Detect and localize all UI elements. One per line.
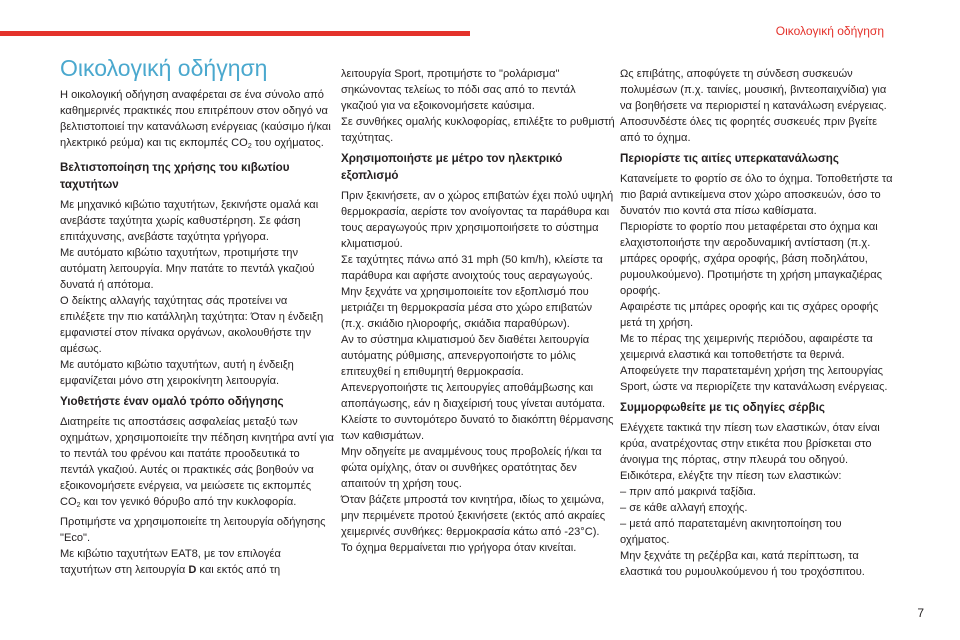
paragraph: Το όχημα θερμαίνεται πιο γρήγορα όταν κινείται. — [341, 542, 577, 554]
paragraph: Ως επιβάτης, αποφύγετε τη σύνδεση συσκευών πολυμέσων (π.χ. ταινίες, μουσική, βιντεοπαιχνίδια) για να βοηθήσετε να περιοριστεί η κατανάλωση ενέργειας. — [620, 68, 887, 112]
paragraph: Όταν βάζετε μπροστά τον κινητήρα, ιδίως το χειμώνα, μην περιμένετε προτού ξεκινήσετε (εκτός από ακραίες χειμερινές συνθήκες: θερμοκρασία κάτω από -23°C). — [341, 494, 606, 538]
paragraph: Διατηρείτε τις αποστάσεις ασφαλείας μεταξύ των οχημάτων, χρησιμοποιείτε την πέδηση κινητήρα αντί για το πεντάλ του φρένου και πατάτε προοδευτικά το πεντάλ γκαζιού. Αυτές οι πρακτικές σάς βοηθούν να εξοικονομήσετε ενέργεια, να μειώσετε τις εκπομπές $CO_2$ και τον γενικό θόρυβο από την κυκλοφορία. — [60, 416, 334, 509]
list-item: – μετά από παρατεταμένη ακινητοποίηση του οχήματος. — [620, 518, 842, 546]
section-heading-smooth-driving: Υιοθετήστε έναν ομαλό τρόπο οδήγησης — [60, 395, 284, 408]
paragraph: Σε ταχύτητες πάνω από 31 mph (50 km/h), κλείστε τα παράθυρα και αφήστε ανοιχτούς τους αεραγωγούς. — [341, 254, 603, 282]
paragraph: Αφαιρέστε τις μπάρες οροφής και τις σχάρες οροφής μετά τη χρήση. — [620, 301, 879, 329]
intro-paragraph: Η οικολογική οδήγηση αναφέρεται σε ένα σύνολο από καθημερινές πρακτικές που επιτρέπουν στον οδηγό να βελτιστοποιεί την κατανάλωση ενέργειας (καύσιμο ή/και ηλεκτρικό ρεύμα) και τις εκπομπές $CO_2$ του οχήματος. — [60, 89, 331, 150]
paragraph: Αποσυνδέστε όλες τις φορητές συσκευές πριν βγείτε από το όχημα. — [620, 116, 878, 144]
list-item: – πριν από μακρινά ταξίδια. — [620, 486, 757, 498]
paragraph: Μην ξεχνάτε να χρησιμοποιείτε τον εξοπλισμό που μετριάζει τη θερμοκρασία μέσα στο χώρο επιβατών (π.χ. σκιάδιο ηλιοροφής, σκιάδια παραθύρων). — [341, 286, 593, 330]
paragraph: Με κιβώτιο ταχυτήτων EAT8, με τον επιλογέα ταχυτήτων στη λειτουργία D και εκτός από τη — [60, 548, 281, 576]
paragraph: Αποφεύγετε την παρατεταμένη χρήση της λειτουργίας Sport, ώστε να περιορίζετε την κατανάλωση ενέργειας. — [620, 365, 888, 393]
paragraph: Με αυτόματο κιβώτιο ταχυτήτων, προτιμήστε την αυτόματη λειτουργία. Μην πατάτε το πεντάλ γκαζιού δυνατά ή απότομα. — [60, 247, 315, 291]
paragraph: Αν το σύστημα κλιματισμού δεν διαθέτει λειτουργία αυτόματης ρύθμισης, απενεργοποιήστε το μόλις επιτευχθεί η επιθυμητή θερμοκρασία. — [341, 334, 590, 378]
paragraph: Ειδικότερα, ελέγξτε την πίεση των ελαστικών: — [620, 470, 842, 482]
paragraph: Με αυτόματο κιβώτιο ταχυτήτων, αυτή η ένδειξη εμφανίζεται μόνο στη χειροκίνητη λειτουργία. — [60, 359, 294, 387]
column-3 — [620, 66, 894, 580]
paragraph: Με το πέρας της χειμερινής περιόδου, αφαιρέστε τα χειμερινά ελαστικά και τοποθετήστε τα θερινά. — [620, 333, 873, 361]
header-accent-bar — [0, 31, 470, 36]
list-item: – σε κάθε αλλαγή εποχής. — [620, 502, 748, 514]
column-1 — [60, 54, 334, 578]
paragraph: Μην οδηγείτε με αναμμένους τους προβολείς ή/και τα φώτα ομίχλης, όταν οι συνθήκες ορατότητας δεν απαιτούν τη χρήση τους. — [341, 446, 602, 490]
paragraph: Κατανείμετε το φορτίο σε όλο το όχημα. Τοποθετήστε τα πιο βαριά αντικείμενα στον χώρο αποσκευών, όσο το δυνατόν πιο κοντά στα πίσω καθίσματα. — [620, 173, 893, 217]
section-heading-servicing: Συμμορφωθείτε με τις οδηγίες σέρβις — [620, 401, 825, 414]
section-heading-overconsumption: Περιορίστε τις αιτίες υπερκατανάλωσης — [620, 152, 839, 165]
section-heading-electrical: Χρησιμοποιήστε με μέτρο τον ηλεκτρικό εξοπλισμό — [341, 152, 563, 182]
page-number: 7 — [917, 606, 924, 620]
paragraph: Περιορίστε το φορτίο που μεταφέρεται στο όχημα και ελαχιστοποιήστε την αεροδυναμική αντίσταση (π.χ. μπάρες οροφής, σχάρα οροφής, βάση ποδηλάτου, ρυμουλκούμενο). Προτιμήστε τη χρήση μπαγκαζιέρας οροφής. — [620, 221, 882, 297]
paragraph: Κλείστε το συντομότερο δυνατό το διακόπτη θέρμανσης των καθισμάτων. — [341, 414, 614, 442]
paragraph: λειτουργία Sport, προτιμήστε το "ρολάρισμα" σηκώνοντας τελείως το πόδι σας από το πεντάλ γκαζιού για να εξοικονομήσετε καύσιμα. — [341, 68, 576, 112]
paragraph: Ελέγχετε τακτικά την πίεση των ελαστικών, όταν είναι κρύα, ανατρέχοντας στην ετικέτα που βρίσκεται στο άνοιγμα της πόρτας, στην πλευρά του οδηγού. — [620, 422, 880, 466]
page-title: Οικολογική οδήγηση — [60, 55, 268, 81]
section-heading-gearbox: Βελτιστοποίηση της χρήσης του κιβωτίου ταχυτήτων — [60, 161, 290, 191]
paragraph: Σε συνθήκες ομαλής κυκλοφορίας, επιλέξτε το ρυθμιστή ταχύτητας. — [341, 116, 615, 144]
paragraph: Ο δείκτης αλλαγής ταχύτητας σάς προτείνει να επιλέξετε την πιο κατάλληλη ταχύτητα: Όταν η ένδειξη εμφανιστεί στον πίνακα οργάνων, ακολουθήστε την αμέσως. — [60, 295, 324, 355]
paragraph: Πριν ξεκινήσετε, αν ο χώρος επιβατών έχει πολύ υψηλή θερμοκρασία, αερίστε τον ανοίγοντας τα παράθυρα και τους αεραγωγούς πριν χρησιμοποιήσετε το σύστημα κλιματισμού. — [341, 190, 614, 250]
paragraph: Απενεργοποιήστε τις λειτουργίες αποθάμβωσης και αποπάγωσης, εάν η διαχείρισή τους γίνεται αυτόματα. — [341, 382, 606, 410]
running-header: Οικολογική οδήγηση — [775, 24, 884, 38]
paragraph: Με μηχανικό κιβώτιο ταχυτήτων, ξεκινήστε ομαλά και ανεβάστε ταχύτητα χωρίς καθυστέρηση. Σε φάση επιτάχυνσης, ανεβάστε ταχύτητα γρήγορα. — [60, 199, 319, 243]
column-2 — [341, 66, 615, 556]
paragraph: Μην ξεχνάτε τη ρεζέρβα και, κατά περίπτωση, τα ελαστικά του ρυμουλκούμενου ή του τροχόσπιτου. — [620, 550, 865, 578]
paragraph: Προτιμήστε να χρησιμοποιείτε τη λειτουργία οδήγησης "Eco". — [60, 516, 326, 544]
